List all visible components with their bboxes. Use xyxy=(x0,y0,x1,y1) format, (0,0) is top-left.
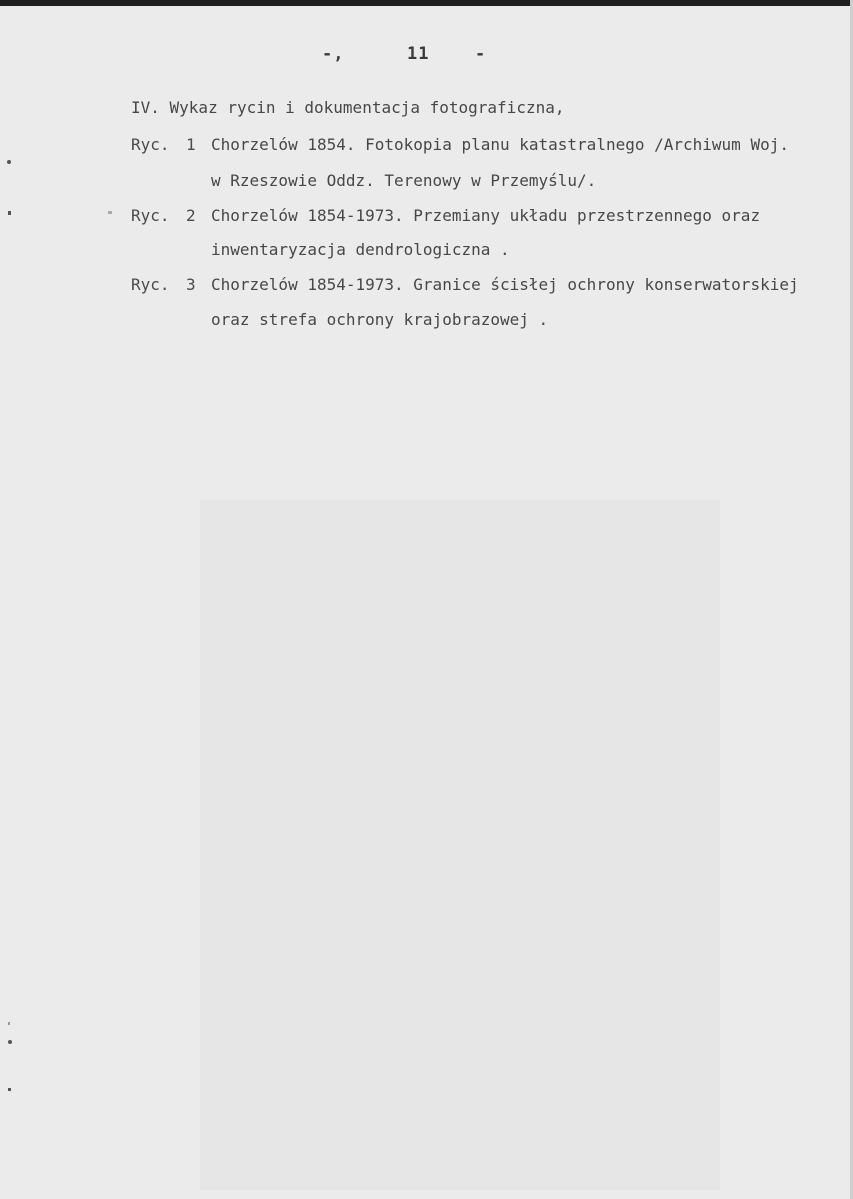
figure-label: Ryc. xyxy=(131,206,170,225)
margin-mark xyxy=(8,1040,12,1044)
page-number-dash-right: - xyxy=(475,44,487,64)
margin-mark xyxy=(8,211,11,215)
figure-description-line-2: w Rzeszowie Oddz. Terenowy w Przemyślu/. xyxy=(211,171,597,190)
section-heading: IV. Wykaz rycin i dokumentacja fotograficzna, xyxy=(131,98,565,117)
figure-number: 1 xyxy=(186,135,196,154)
figure-description-line-2: inwentaryzacja dendrologiczna . xyxy=(211,240,510,259)
margin-mark xyxy=(8,1088,11,1091)
figure-label: Ryc. xyxy=(131,275,170,294)
figure-description-line-2: oraz strefa ochrony krajobrazowej . xyxy=(211,310,549,329)
figure-label: Ryc. xyxy=(131,135,170,154)
scan-top-edge xyxy=(0,0,853,6)
figure-description-line-1: Chorzelów 1854. Fotokopia planu katastralnego /Archiwum Woj. xyxy=(211,135,789,154)
figure-number: 2 xyxy=(186,206,196,225)
figure-description-line-1: Chorzelów 1854-1973. Granice ścisłej ochrony konserwatorskiej xyxy=(211,275,799,294)
page-number-value: 11 xyxy=(407,44,430,64)
margin-mark xyxy=(8,1022,10,1025)
paper-shade xyxy=(200,500,720,1190)
page-number-dash-left: -, xyxy=(322,44,345,64)
figure-description-line-1: Chorzelów 1854-1973. Przemiany układu przestrzennego oraz xyxy=(211,206,761,225)
figure-number: 3 xyxy=(186,275,196,294)
margin-mark xyxy=(108,211,112,214)
margin-mark xyxy=(7,160,11,164)
